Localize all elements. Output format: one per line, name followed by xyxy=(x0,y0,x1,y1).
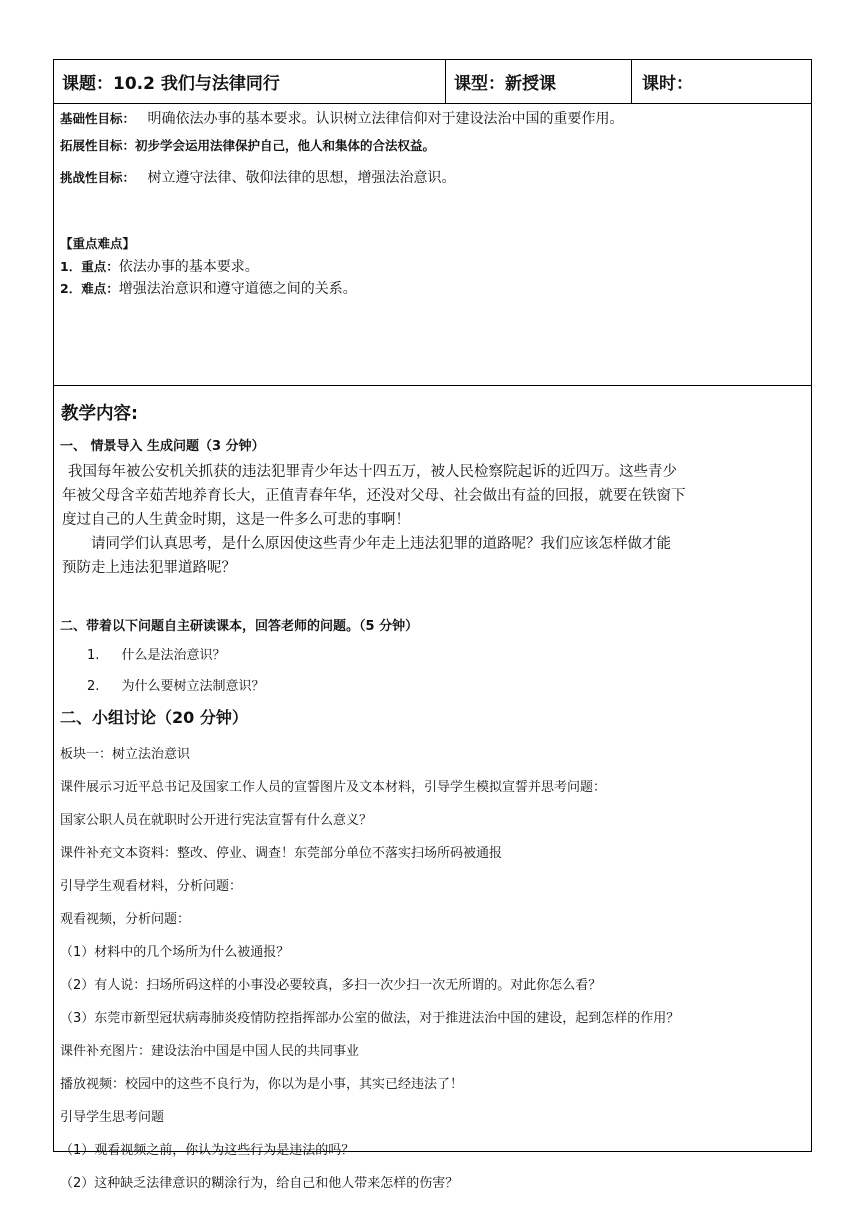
discussion-line: （3）东莞市新型冠状病毒肺炎疫情防控指挥部办公室的做法，对于推进法治中国的建设，起到怎样的作用？ xyxy=(60,1011,680,1026)
challenge-goal-label: 挑战性目标： xyxy=(60,170,136,185)
key-point-2-text: 增强法治意识和遵守道德之间的关系。 xyxy=(118,281,357,297)
goals-section xyxy=(54,104,811,386)
paragraph-line: 我国每年被公安机关抓获的违法犯罪青少年达十四五万，被人民检察院起诉的近四万。这些青少 xyxy=(68,464,677,480)
section-3-title: 二、小组讨论（20 分钟） xyxy=(60,708,248,727)
question-1-text: 什么是法治意识？ xyxy=(121,648,226,663)
discussion-line: 板块一：树立法治意识 xyxy=(60,747,191,762)
discussion-line: 课件补充文本资料：整改、停业、调查！东莞部分单位不落实扫场所码被通报 xyxy=(60,846,503,861)
question-1-number: 1. xyxy=(87,648,100,663)
discussion-line: 引导学生观看材料，分析问题： xyxy=(60,879,243,894)
question-2-number: 2. xyxy=(87,679,100,694)
topic-cell: 课题：10.2 我们与法律同行 xyxy=(54,60,446,103)
discussion-line: 引导学生思考问题 xyxy=(60,1110,165,1125)
key-point-1-text: 依法办事的基本要求。 xyxy=(118,259,259,275)
challenge-goal-text: 树立遵守法律、敬仰法律的思想，增强法治意识。 xyxy=(147,170,456,186)
question-1 xyxy=(87,644,226,663)
discussion-line: （2）这种缺乏法律意识的糊涂行为，给自己和他人带来怎样的伤害？ xyxy=(60,1176,459,1191)
question-2-text: 为什么要树立法制意识？ xyxy=(121,679,265,694)
discussion-line: 播放视频：校园中的这些不良行为，你以为是小事，其实已经违法了！ xyxy=(60,1077,464,1092)
basic-goal-text: 明确依法办事的基本要求。认识树立法律信仰对于建设法治中国的重要作用。 xyxy=(147,111,624,127)
content-section xyxy=(54,386,811,1191)
key-point-2-label: 2．难点： xyxy=(60,281,119,296)
basic-goal-label: 基础性目标： xyxy=(60,111,136,126)
discussion-line: 课件展示习近平总书记及国家工作人员的宣誓图片及文本材料，引导学生模拟宣誓并思考问题： xyxy=(60,780,607,795)
paragraph-line: 年被父母含辛茹苦地养育长大，正值青春年华，还没对父母、社会做出有益的回报，就要在铁窗下 xyxy=(62,488,686,504)
section-1-paragraph-1 xyxy=(62,460,686,580)
section-2-title: 二、带着以下问题自主研读课本，回答老师的问题。（5 分钟） xyxy=(60,619,419,634)
section-1-title: 一、 情景导入 生成问题（3 分钟） xyxy=(60,439,265,454)
key-point-1 xyxy=(60,256,259,276)
discussion-line: 课件补充图片：建设法治中国是中国人民的共同事业 xyxy=(60,1044,360,1059)
discussion-line: （1）观看视频之前，你认为这些行为是违法的吗？ xyxy=(60,1143,355,1158)
paragraph-line: 预防走上违法犯罪道路呢？ xyxy=(62,560,236,576)
key-point-1-label: 1．重点： xyxy=(60,259,119,274)
header-row xyxy=(54,60,811,104)
challenge-goal xyxy=(60,167,455,187)
lesson-plan-table xyxy=(53,59,812,1191)
key-points-title: 【重点难点】 xyxy=(60,236,136,251)
discussion-line: （2）有人说：扫场所码这样的小事没必要较真，多扫一次少扫一次无所谓的。对此你怎么看？ xyxy=(60,978,602,993)
lesson-type-cell: 课型：新授课 xyxy=(446,60,632,103)
discussion-line: （1）材料中的几个场所为什么被通报？ xyxy=(60,945,290,960)
key-point-2 xyxy=(60,278,357,298)
class-hours-cell: 课时： xyxy=(642,74,693,94)
extended-goal: 拓展性目标：初步学会运用法律保护自己，他人和集体的合法权益。 xyxy=(60,138,436,153)
discussion-line: 国家公职人员在就职时公开进行宪法宣誓有什么意义？ xyxy=(60,813,373,828)
basic-goal xyxy=(60,108,623,128)
discussion-line: 观看视频，分析问题： xyxy=(60,912,191,927)
paragraph-line: 度过自己的人生黄金时期，这是一件多么可悲的事啊！ xyxy=(62,512,410,528)
question-2 xyxy=(87,675,265,694)
content-title: 教学内容: xyxy=(61,404,138,424)
paragraph-line: 请同学们认真思考，是什么原因使这些青少年走上违法犯罪的道路呢？我们应该怎样做才能 xyxy=(91,536,671,552)
